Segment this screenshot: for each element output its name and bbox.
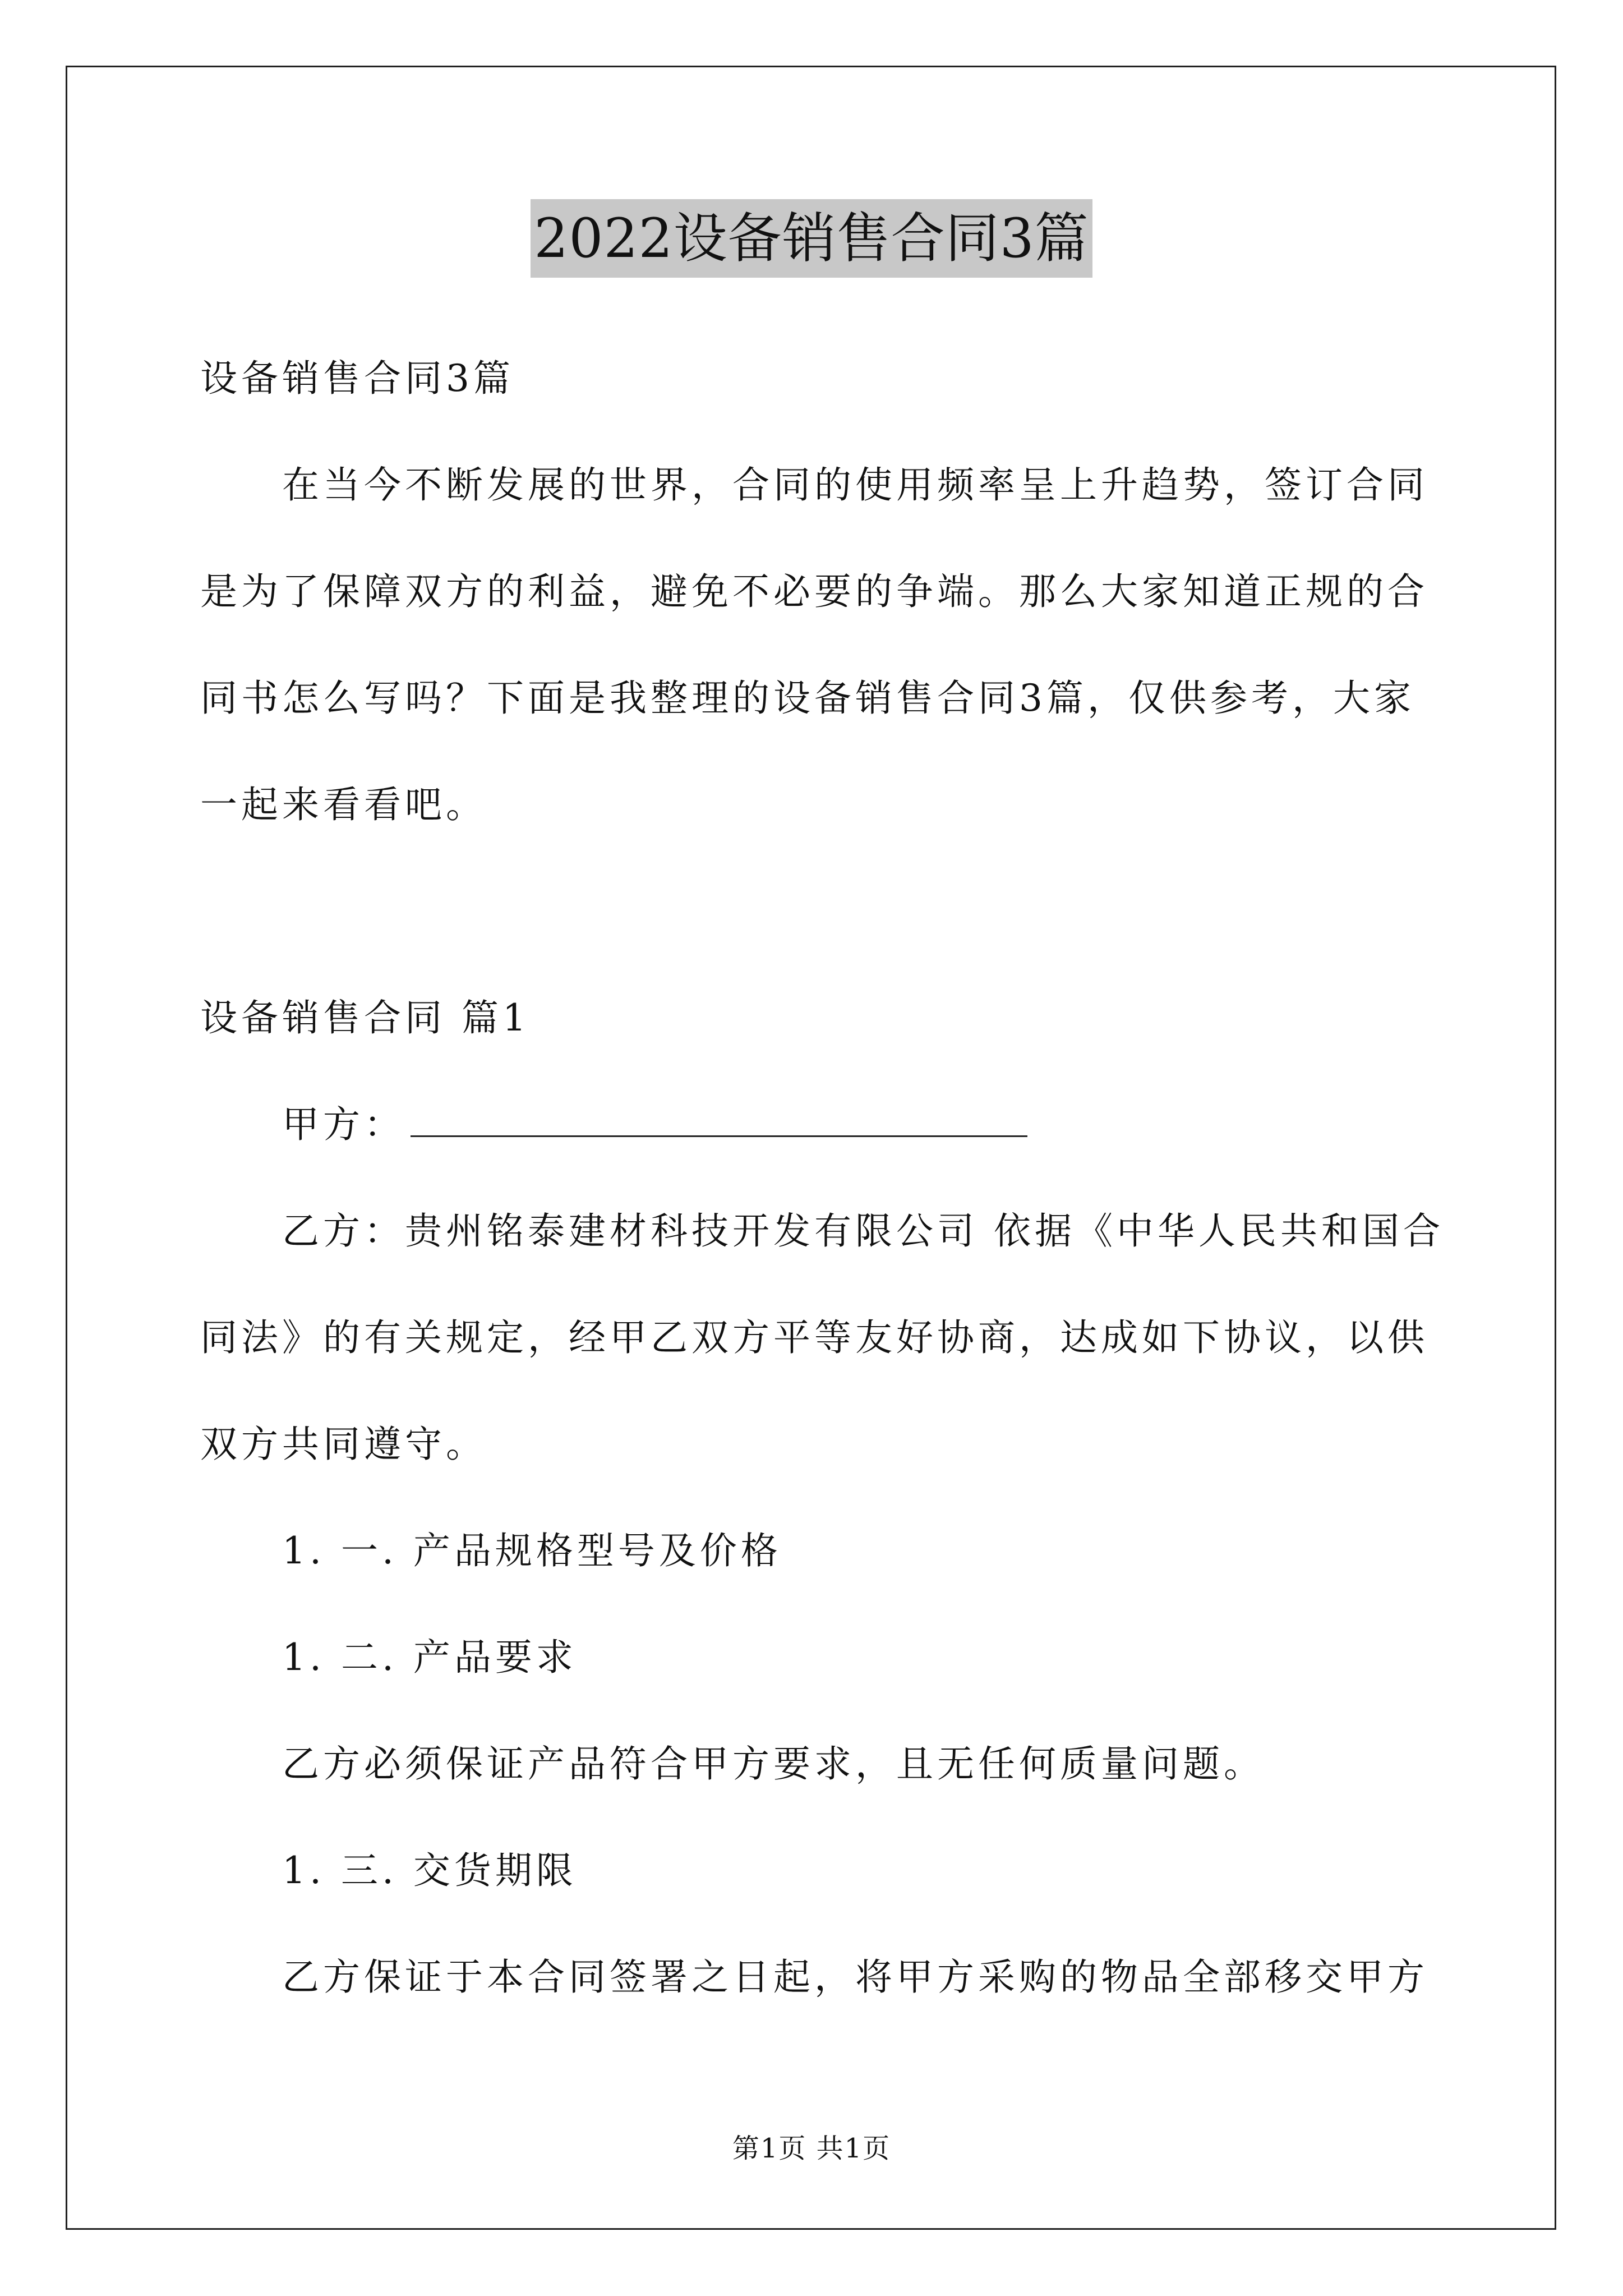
subtitle: 设备销售合同3篇 [200, 357, 514, 400]
item-3-heading: 1. 三. 交货期限 [282, 1849, 577, 1892]
item-1-heading: 1. 一. 产品规格型号及价格 [282, 1529, 782, 1572]
item-2-text: 乙方必须保证产品符合甲方要求，且无任何质量问题。 [282, 1742, 1265, 1786]
party-b-line-3: 双方共同遵守。 [200, 1423, 487, 1466]
item-2-heading: 1. 二. 产品要求 [282, 1636, 577, 1679]
party-a-row [282, 1099, 1027, 1150]
intro-line-1: 在当今不断发展的世界，合同的使用频率呈上升趋势，签订合同 [282, 463, 1428, 507]
section-heading: 设备销售合同 篇1 [200, 996, 530, 1039]
intro-line-4: 一起来看看吧。 [200, 783, 487, 826]
page-footer: 第1页 共1页 [732, 2133, 891, 2164]
intro-line-2: 是为了保障双方的利益，避免不必要的争端。那么大家知道正规的合 [200, 570, 1428, 613]
intro-line-3: 同书怎么写吗？下面是我整理的设备销售合同3篇，仅供参考，大家 [200, 677, 1415, 720]
party-b-line-2: 同法》的有关规定，经甲乙双方平等友好协商，达成如下协议，以供 [200, 1316, 1428, 1359]
party-a-blank-line [411, 1102, 1027, 1137]
title-container [0, 199, 1623, 278]
document-title: 2022设备销售合同3篇 [531, 199, 1092, 278]
party-a-label: 甲方： [282, 1103, 405, 1146]
party-b-line-1: 乙方：贵州铭泰建材科技开发有限公司 依据《中华人民共和国合 [282, 1209, 1444, 1253]
item-3-text: 乙方保证于本合同签署之日起，将甲方采购的物品全部移交甲方 [282, 1955, 1428, 1999]
